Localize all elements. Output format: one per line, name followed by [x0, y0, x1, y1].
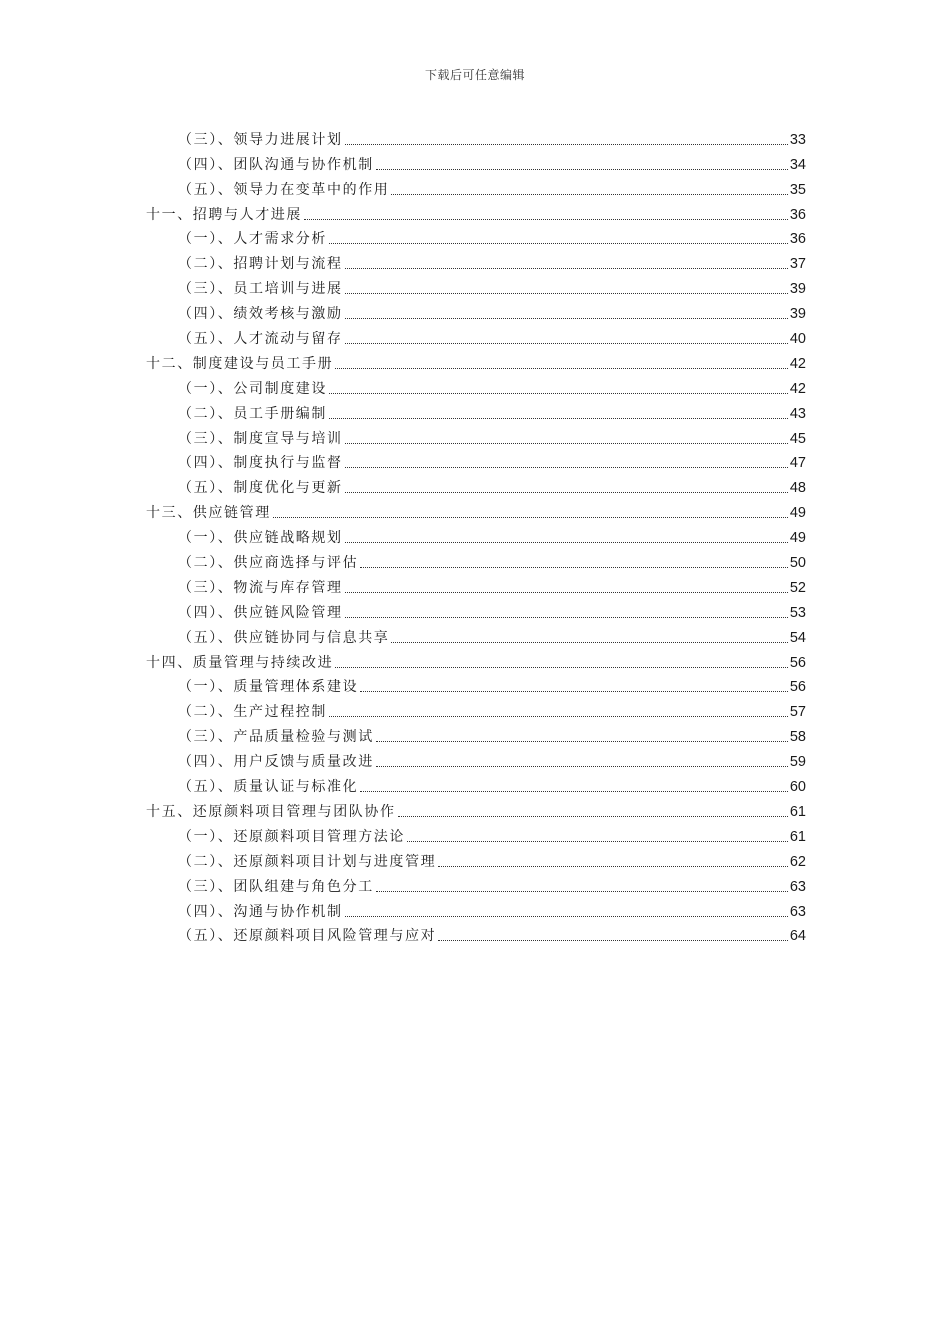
toc-dot-leader	[438, 940, 788, 941]
toc-entry-title: （三）、团队组建与角色分工	[178, 878, 374, 895]
toc-entry-title: 十一、招聘与人才进展	[146, 206, 302, 223]
toc-dot-leader	[335, 368, 788, 369]
toc-dot-leader	[345, 542, 788, 543]
toc-section-entry[interactable]	[146, 374, 806, 399]
toc-dot-leader	[345, 492, 788, 493]
toc-dot-leader	[345, 318, 788, 319]
toc-dot-leader	[345, 443, 788, 444]
toc-dot-leader	[345, 343, 788, 344]
toc-page-number: 53	[789, 604, 806, 621]
toc-entry-title: （三）、物流与库存管理	[178, 579, 343, 596]
toc-entry-title: （二）、员工手册编制	[178, 405, 327, 422]
toc-dot-leader	[329, 393, 788, 394]
toc-dot-leader	[304, 219, 788, 220]
toc-dot-leader	[345, 467, 788, 468]
toc-entry-title: （三）、制度宣导与培训	[178, 430, 343, 447]
toc-page-number: 52	[789, 579, 806, 596]
toc-page-number: 56	[789, 679, 806, 696]
toc-section-entry[interactable]	[146, 623, 806, 648]
toc-dot-leader	[345, 293, 788, 294]
toc-section-entry[interactable]	[146, 772, 806, 797]
toc-dot-leader	[345, 916, 788, 917]
toc-dot-leader	[360, 791, 788, 792]
toc-entry-title: （五）、制度优化与更新	[178, 480, 343, 497]
toc-section-entry[interactable]	[146, 150, 806, 175]
toc-page-number: 39	[789, 281, 806, 298]
toc-page-number: 39	[789, 306, 806, 323]
toc-dot-leader	[329, 716, 788, 717]
toc-section-entry[interactable]	[146, 722, 806, 747]
toc-page-number: 57	[789, 704, 806, 721]
toc-dot-leader	[391, 194, 787, 195]
toc-entry-title: （三）、员工培训与进展	[178, 281, 343, 298]
toc-section-entry[interactable]	[146, 598, 806, 623]
table-of-contents	[146, 125, 806, 946]
toc-chapter-entry[interactable]	[146, 648, 806, 673]
toc-page-number: 42	[789, 355, 806, 372]
toc-dot-leader	[376, 891, 788, 892]
toc-section-entry[interactable]	[146, 697, 806, 722]
toc-entry-title: （四）、供应链风险管理	[178, 604, 343, 621]
toc-section-entry[interactable]	[146, 523, 806, 548]
toc-entry-title: （一）、质量管理体系建设	[178, 679, 359, 696]
toc-page-number: 61	[789, 803, 806, 820]
toc-entry-title: （三）、产品质量检验与测试	[178, 729, 374, 746]
toc-section-entry[interactable]	[146, 747, 806, 772]
toc-section-entry[interactable]	[146, 249, 806, 274]
toc-page-number: 40	[789, 331, 806, 348]
toc-section-entry[interactable]	[146, 399, 806, 424]
toc-chapter-entry[interactable]	[146, 498, 806, 523]
toc-page-number: 63	[789, 878, 806, 895]
toc-entry-title: （二）、供应商选择与评估	[178, 555, 359, 572]
toc-section-entry[interactable]	[146, 548, 806, 573]
toc-entry-title: 十二、制度建设与员工手册	[146, 355, 334, 372]
toc-section-entry[interactable]	[146, 872, 806, 897]
toc-page-number: 54	[789, 629, 806, 646]
toc-entry-title: （二）、招聘计划与流程	[178, 256, 343, 273]
toc-dot-leader	[398, 816, 788, 817]
toc-dot-leader	[345, 592, 788, 593]
toc-dot-leader	[345, 617, 788, 618]
toc-entry-title: （一）、还原颜料项目管理方法论	[178, 828, 405, 845]
toc-page-number: 62	[789, 853, 806, 870]
toc-entry-title: （二）、生产过程控制	[178, 704, 327, 721]
toc-section-entry[interactable]	[146, 847, 806, 872]
toc-page-number: 58	[789, 729, 806, 746]
toc-dot-leader	[376, 741, 788, 742]
toc-page-number: 56	[789, 654, 806, 671]
toc-page-number: 64	[789, 928, 806, 945]
toc-section-entry[interactable]	[146, 573, 806, 598]
toc-page-number: 37	[789, 256, 806, 273]
toc-section-entry[interactable]	[146, 299, 806, 324]
toc-section-entry[interactable]	[146, 424, 806, 449]
toc-dot-leader	[360, 691, 788, 692]
toc-page-number: 48	[789, 480, 806, 497]
toc-chapter-entry[interactable]	[146, 200, 806, 225]
toc-page-number: 47	[789, 455, 806, 472]
toc-section-entry[interactable]	[146, 822, 806, 847]
toc-entry-title: （四）、用户反馈与质量改进	[178, 754, 374, 771]
toc-page-number: 36	[789, 231, 806, 248]
toc-page-number: 35	[789, 181, 806, 198]
toc-page-number: 59	[789, 754, 806, 771]
toc-entry-title: （一）、供应链战略规划	[178, 530, 343, 547]
toc-page-number: 60	[789, 779, 806, 796]
toc-entry-title: 十四、质量管理与持续改进	[146, 654, 334, 671]
toc-section-entry[interactable]	[146, 274, 806, 299]
toc-dot-leader	[407, 841, 788, 842]
toc-section-entry[interactable]	[146, 449, 806, 474]
toc-entry-title: （五）、还原颜料项目风险管理与应对	[178, 928, 437, 945]
toc-dot-leader	[335, 667, 788, 668]
toc-page-number: 63	[789, 903, 806, 920]
toc-entry-title: （五）、领导力在变革中的作用	[178, 181, 390, 198]
toc-section-entry[interactable]	[146, 324, 806, 349]
toc-entry-title: （二）、还原颜料项目计划与进度管理	[178, 853, 437, 870]
toc-section-entry[interactable]	[146, 897, 806, 922]
toc-dot-leader	[391, 642, 787, 643]
toc-entry-title: （三）、领导力进展计划	[178, 131, 343, 148]
toc-dot-leader	[273, 517, 788, 518]
toc-page-number: 33	[789, 131, 806, 148]
toc-dot-leader	[360, 567, 788, 568]
toc-dot-leader	[376, 766, 788, 767]
toc-dot-leader	[345, 144, 788, 145]
toc-page-number: 50	[789, 555, 806, 572]
toc-page-number: 42	[789, 380, 806, 397]
toc-entry-title: （一）、人才需求分析	[178, 231, 327, 248]
toc-chapter-entry[interactable]	[146, 349, 806, 374]
toc-entry-title: （五）、人才流动与留存	[178, 331, 343, 348]
toc-page-number: 49	[789, 505, 806, 522]
toc-chapter-entry[interactable]	[146, 797, 806, 822]
toc-page-number: 61	[789, 828, 806, 845]
toc-page-number: 43	[789, 405, 806, 422]
toc-entry-title: （五）、供应链协同与信息共享	[178, 629, 390, 646]
toc-section-entry[interactable]	[146, 125, 806, 150]
toc-dot-leader	[376, 169, 788, 170]
toc-entry-title: （五）、质量认证与标准化	[178, 779, 359, 796]
toc-section-entry[interactable]	[146, 225, 806, 250]
toc-section-entry[interactable]	[146, 175, 806, 200]
toc-entry-title: 十三、供应链管理	[146, 505, 271, 522]
toc-dot-leader	[438, 866, 788, 867]
toc-section-entry[interactable]	[146, 473, 806, 498]
toc-section-entry[interactable]	[146, 922, 806, 947]
toc-dot-leader	[345, 268, 788, 269]
toc-dot-leader	[329, 243, 788, 244]
toc-page-number: 36	[789, 206, 806, 223]
toc-entry-title: （四）、团队沟通与协作机制	[178, 156, 374, 173]
toc-entry-title: 十五、还原颜料项目管理与团队协作	[146, 803, 396, 820]
toc-page-number: 45	[789, 430, 806, 447]
toc-page-number: 34	[789, 156, 806, 173]
toc-dot-leader	[329, 418, 788, 419]
toc-entry-title: （四）、制度执行与监督	[178, 455, 343, 472]
toc-section-entry[interactable]	[146, 673, 806, 698]
toc-entry-title: （四）、绩效考核与激励	[178, 306, 343, 323]
page-header: 下载后可任意编辑	[424, 68, 525, 82]
toc-entry-title: （四）、沟通与协作机制	[178, 903, 343, 920]
toc-entry-title: （一）、公司制度建设	[178, 380, 327, 397]
toc-page-number: 49	[789, 530, 806, 547]
